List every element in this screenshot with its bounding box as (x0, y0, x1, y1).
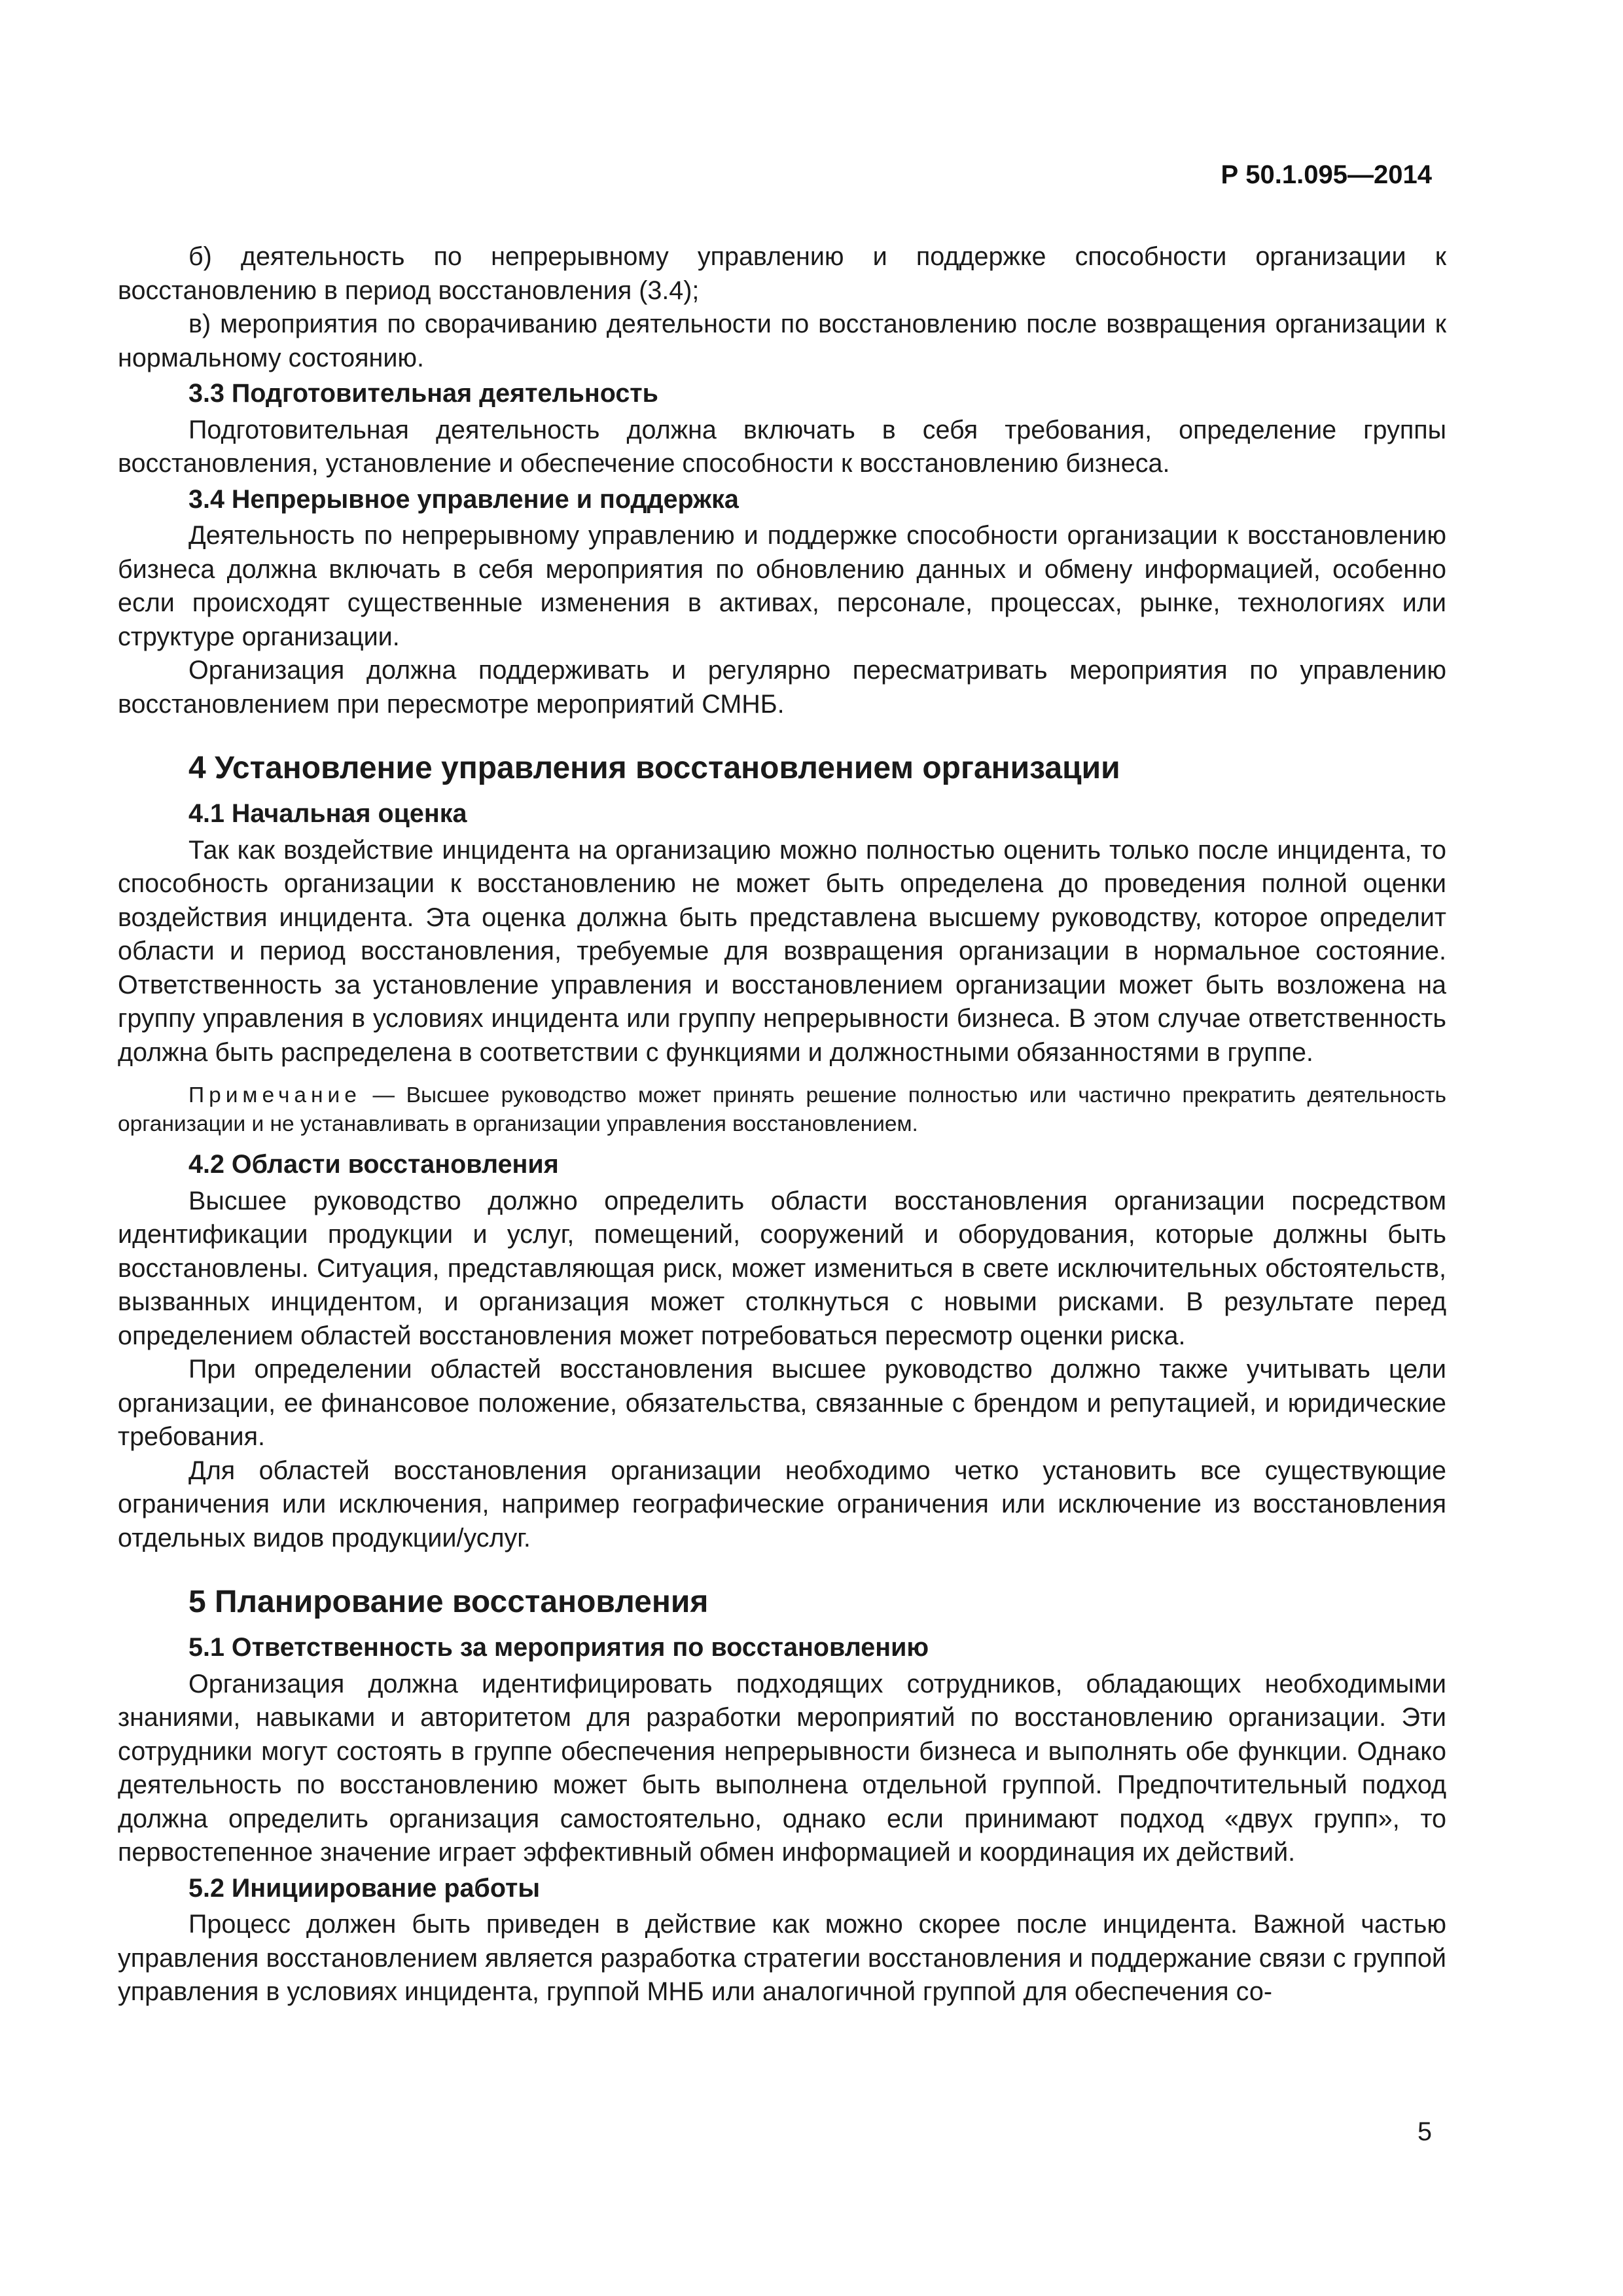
chapter-heading-4: 4 Установление управления восстановлением организации (188, 751, 1120, 785)
paragraph: Для областей восстановления организации необходимо четко установить все существующие ограничения или исключения, например географические ограничения или исключение из восстановления отдельных видов продукции/услуг. (118, 1456, 1446, 1552)
paragraph: Деятельность по непрерывному управлению и поддержке способности организации к восстановлению бизнеса должна включать в себя мероприятия по обновлению данных и обмену информацией, особенно если происходят существенные изменения в активах, персонале, процессах, рынке, технологиях или структуре организации. (118, 521, 1446, 651)
section-heading-3-4: 3.4 Непрерывное управление и поддержка (188, 484, 739, 514)
note (118, 1081, 1446, 1139)
paragraph: При определении областей восстановления высшее руководство должно также учитывать цели организации, ее финансовое положение, обязательства, связанные с брендом и репутацией, и юридические требования. (118, 1355, 1446, 1451)
paragraph: Процесс должен быть приведен в действие как можно скорее после инцидента. Важной частью управления восстановлением является разработка стратегии восстановления и поддержание связи с группой управления в условиях инцидента, группой МНБ или аналогичной группой для обеспечения со- (118, 1910, 1446, 2006)
section-heading-3-3: 3.3 Подготовительная деятельность (188, 379, 658, 408)
document-body (118, 240, 1446, 2009)
list-item-v: в) мероприятия по сворачиванию деятельности по восстановлению после возвращения организации к нормальному состоянию. (118, 310, 1446, 372)
paragraph: Высшее руководство должно определить области восстановления организации посредством идентификации продукции и услуг, помещений, сооружений и оборудования, которые должны быть восстановлены. Ситуация, представляющая риск, может измениться в свете исключительных обстоятельств, вызванных инцидентом, и организация может столкнуться с новыми рисками. В результате перед определением областей восстановления может потребоваться пересмотр оценки риска. (118, 1186, 1446, 1350)
section-heading-5-2: 5.2 Инициирование работы (188, 1873, 541, 1903)
paragraph: Подготовительная деятельность должна включать в себя требования, определение группы восстановления, установление и обеспечение способности к восстановлению бизнеса. (118, 415, 1446, 478)
document-code: Р 50.1.095—2014 (1221, 160, 1432, 189)
paragraph: Так как воздействие инцидента на организацию можно полностью оценить только после инцидента, то способность организации к восстановлению не может быть определена до проведения полной оценки воздействия инцидента. Эта оценка должна быть представлена высшему руководству, которое определит области и период восстановления, требуемые для возвращения организации в нормальное состояние. Ответственность за установление управления и восстановлением организации может быть возложена на группу управления в условиях инцидента или группу непрерывности бизнеса. В этом случае ответственность должна быть распределена в соответствии с функциями и должностными обязанностями в группе. (118, 835, 1446, 1067)
chapter-heading-5: 5 Планирование восстановления (188, 1585, 709, 1619)
note-label: Примечание (188, 1083, 361, 1107)
page-number: 5 (1418, 2117, 1432, 2146)
paragraph: Организация должна идентифицировать подходящих сотрудников, обладающих необходимыми знаниями, навыками и авторитетом для разработки мероприятий по восстановлению организации. Эти сотрудники могут состоять в группе обеспечения непрерывности бизнеса и выполнять обе функции. Однако деятельность по восстановлению может быть выполнена отдельной группой. Предпочтительный подход должна определить организация самостоятельно, однако если принимают подход «двух групп», то первостепенное значение играет эффективный обмен информацией и координация их действий. (118, 1669, 1446, 1867)
section-heading-4-1: 4.1 Начальная оценка (188, 799, 467, 828)
section-heading-4-2: 4.2 Области восстановления (188, 1150, 559, 1179)
section-heading-5-1: 5.1 Ответственность за мероприятия по восстановлению (188, 1633, 929, 1662)
list-item-b: б) деятельность по непрерывному управлению и поддержке способности организации к восстановлению в период восстановления (3.4); (118, 242, 1446, 305)
note-text: — Высшее руководство может принять решение полностью или частично прекратить деятельность организации и не устанавливать в организации управления восстановлением. (118, 1083, 1446, 1136)
paragraph: Организация должна поддерживать и регулярно пересматривать мероприятия по управлению восстановлением при пересмотре мероприятий СМНБ. (118, 656, 1446, 719)
